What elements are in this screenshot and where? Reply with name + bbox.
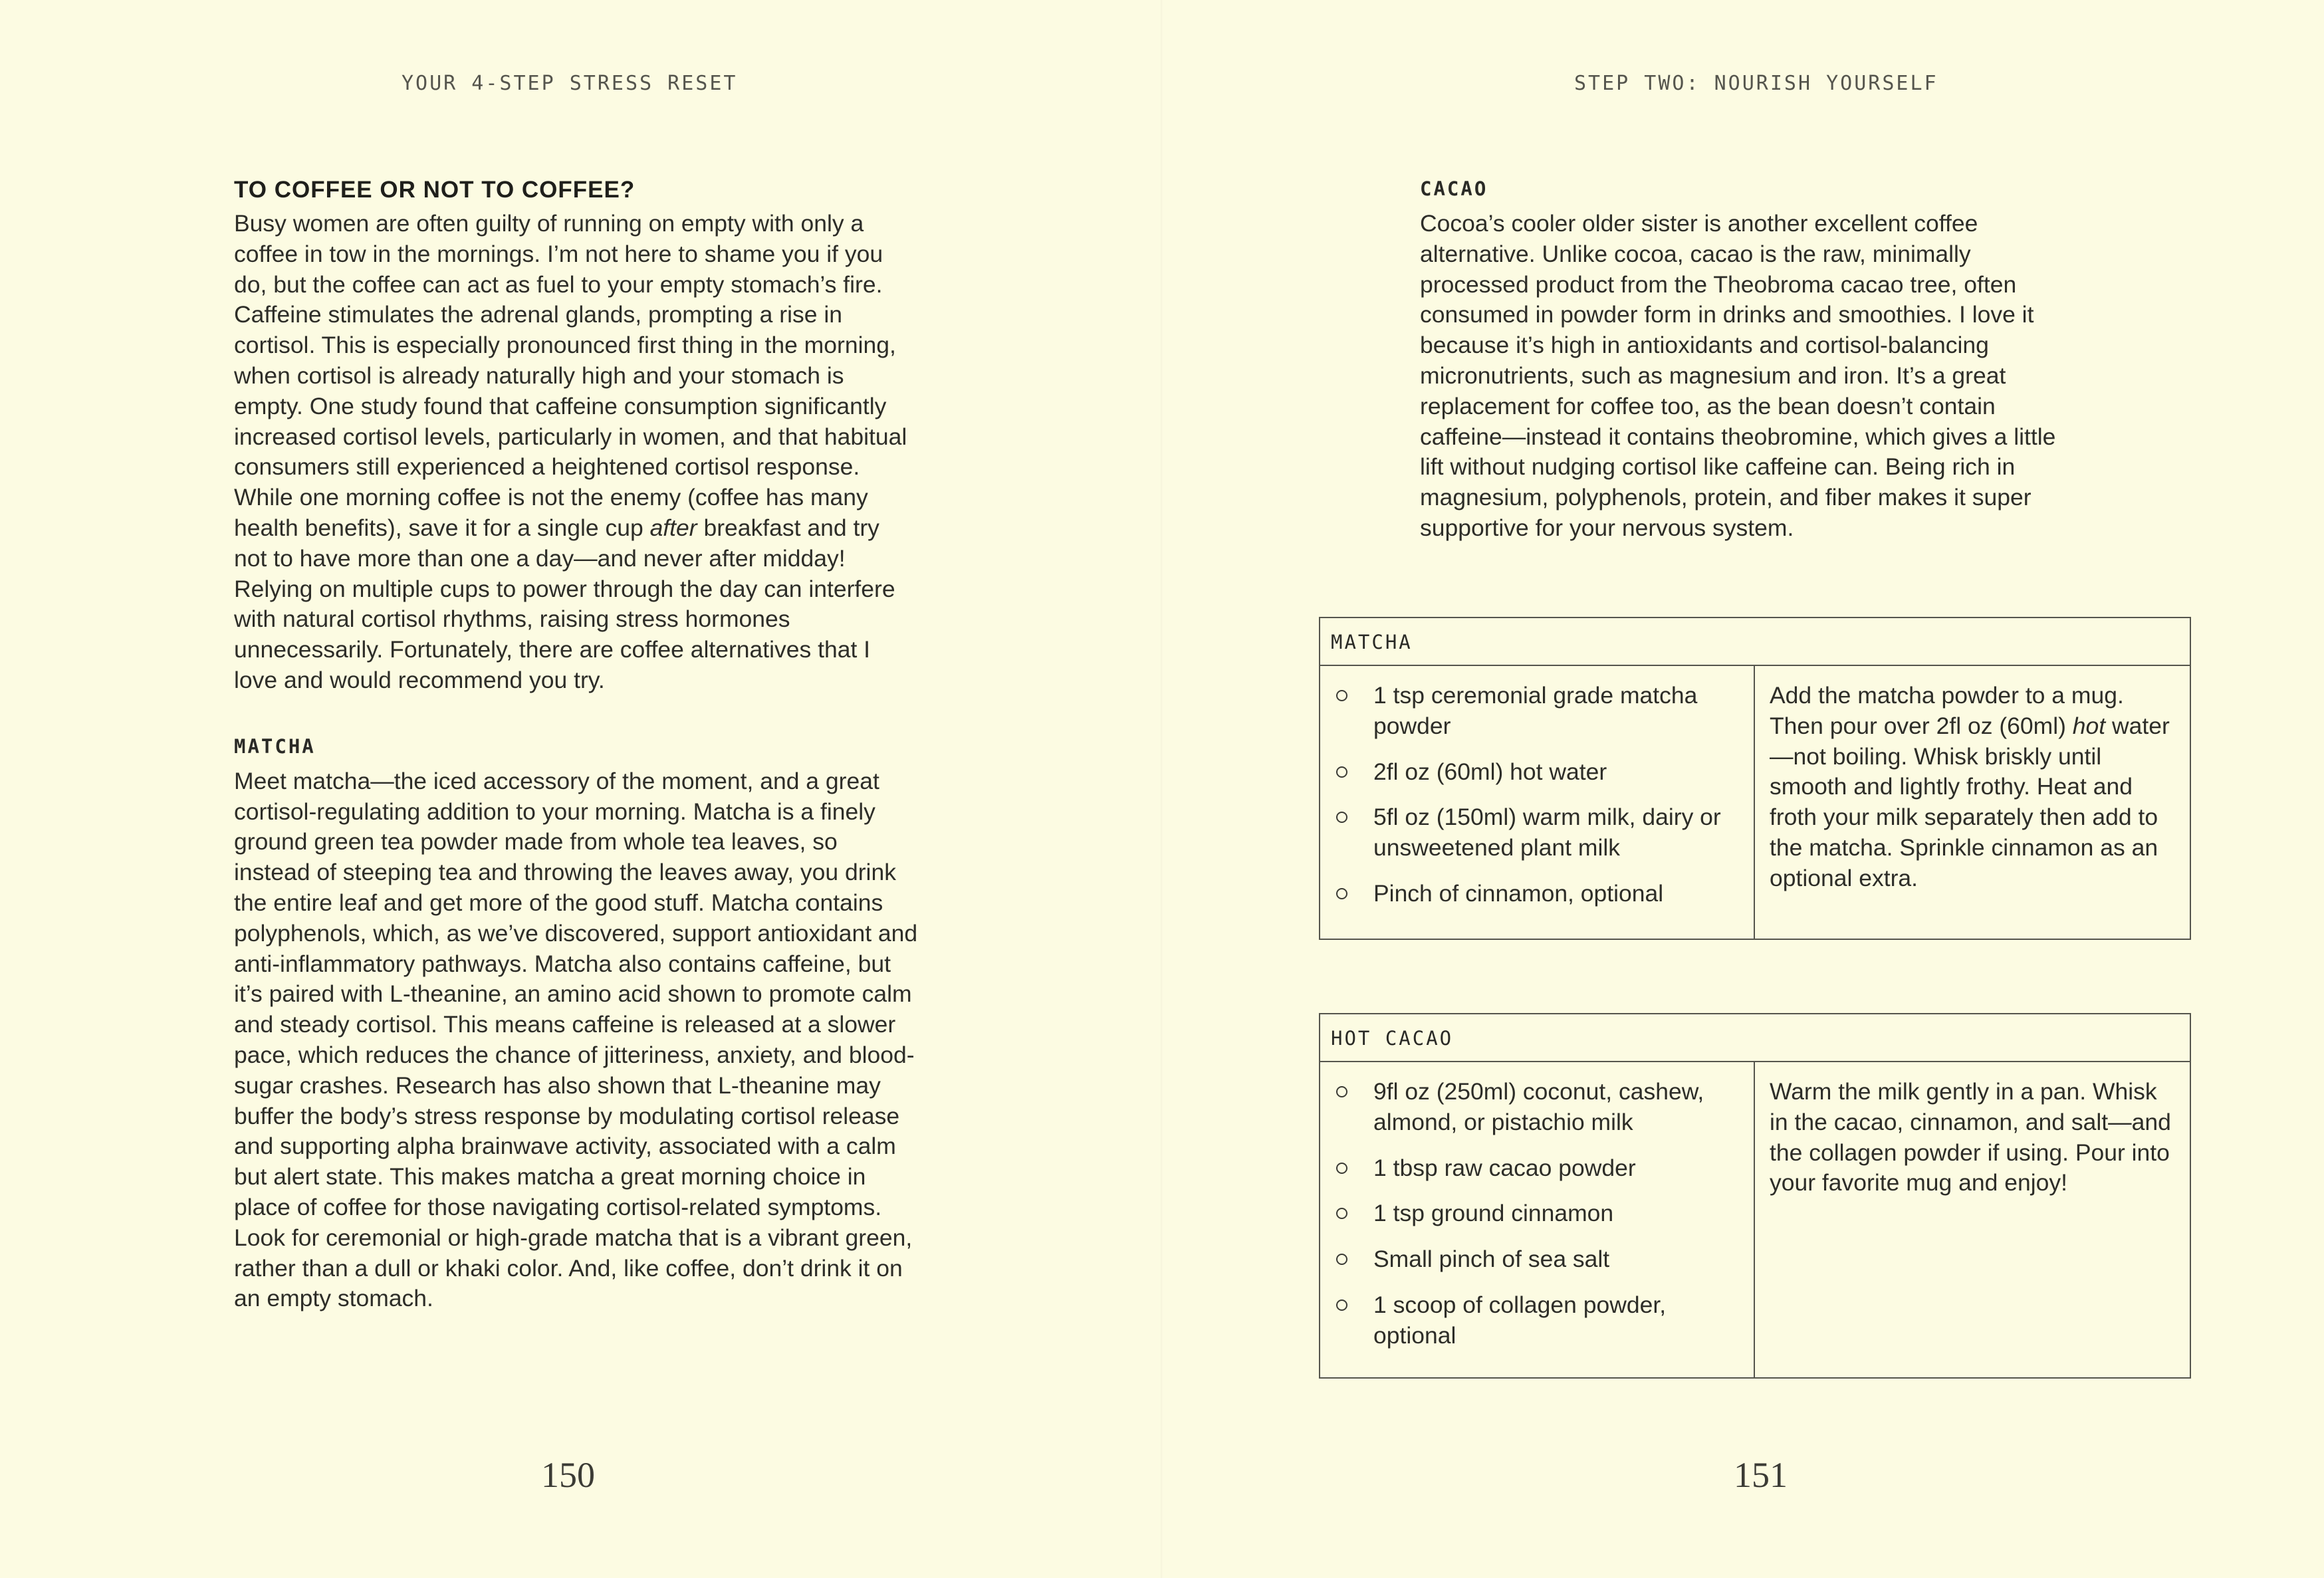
right-column: [1420, 174, 2058, 544]
bullet-circle-icon: [1334, 1077, 1373, 1138]
method-text-1: Add the matcha powder to a mug. Then pour over 2fl oz (60ml): [1770, 682, 2124, 739]
matcha-paragraph: Meet matcha—the iced accessory of the moment, and a great cortisol-regulating addition to your morning. Matcha is a finely ground green tea powder made from whole tea leaves, so instead of steeping tea and throwing the leaves away, you drink the entire leaf and get more of the good stuff. Matcha contains polyphenols, which, as we’ve discovered, support antioxidant and anti-inflammatory pathways. Matcha also contains caffeine, but it’s paired with L-theanine, an amino acid shown to promote calm and steady cortisol. This means caffeine is released at a slower pace, which reduces the chance of jitteriness, anxiety, and blood-sugar crashes. Research has also shown that L-theanine may buffer the body’s stress response by modulating cortisol release and supporting alpha brainwave activity, associated with a calm but alert state. This makes matcha a great morning choice in place of coffee for those navigating cortisol-related symptoms. Look for ceremonial or high-grade matcha that is a vibrant green, rather than a dull or khaki color. And, like coffee, don’t drink it on an empty stomach.: [234, 767, 918, 1312]
ingredient-list: [1320, 1062, 1755, 1377]
recipe-box-hot-cacao: [1319, 1013, 2191, 1379]
section-title: TO COFFEE OR NOT TO COFFEE?: [234, 177, 636, 203]
cacao-paragraph: Cocoa’s cooler older sister is another excellent coffee alternative. Unlike cocoa, cacao is the raw, minimally processed product from the Theobroma cacao tree, often consumed in powder form in drinks and smoothies. I love it because it’s high in antioxidants and cortisol-balancing micronutrients, such as magnesium and iron. It’s a great replacement for coffee too, as the bean doesn’t contain caffeine—instead it contains theobromine, which gives a little lift without nudging cortisol like caffeine can. Being rich in magnesium, polyphenols, protein, and fiber makes it super supportive for your nervous system.: [1420, 210, 2056, 541]
ingredient-item: [1334, 1153, 1747, 1184]
ingredient-list: [1320, 666, 1755, 939]
ingredient-item: [1334, 1290, 1747, 1351]
running-head-left: YOUR 4-STEP STRESS RESET: [402, 72, 738, 95]
ingredient-text: Pinch of cinnamon, optional: [1373, 879, 1664, 907]
ingredient-text: 9fl oz (250ml) coconut, cashew, almond, or pistachio milk: [1373, 1078, 1704, 1135]
intro-paragraph: [234, 209, 919, 696]
bullet-circle-icon: [1334, 1198, 1373, 1229]
recipe-title: HOT CACAO: [1320, 1014, 2190, 1062]
page-number-left: 150: [541, 1455, 595, 1495]
ingredient-item: [1334, 681, 1747, 742]
bullet-circle-icon: [1334, 1244, 1373, 1275]
ingredient-item: [1334, 879, 1747, 909]
recipe-box-matcha: [1319, 617, 2191, 940]
ingredient-text: 1 tbsp raw cacao powder: [1373, 1154, 1636, 1181]
bullet-circle-icon: [1334, 1153, 1373, 1184]
method-text-2: water—not boiling. Whisk briskly until smooth and lightly frothy. Heat and froth your milk separately then add to the matcha. Sprinkle cinnamon as an optional extra.: [1770, 712, 2170, 891]
recipe-body: [1320, 1062, 2190, 1377]
bullet-circle-icon: [1334, 879, 1373, 909]
ingredient-text: 5fl oz (150ml) warm milk, dairy or unsweetened plant milk: [1373, 804, 1721, 861]
intro-text-1: Busy women are often guilty of running on empty with only a coffee in tow in the mornings. I’m not here to shame you if you do, but the coffee can act as fuel to your empty stomach’s fire. Caffeine stimulates the adrenal glands, prompting a rise in cortisol. This is especially pronounced first thing in the morning, when cortisol is already naturally high and your stomach is empty. One study found that caffeine consumption significantly increased cortisol levels, particularly in women, and that habitual consumers still experienced a heightened cortisol response. While one morning coffee is not the enemy (coffee has many health benefits), save it for a single cup: [234, 210, 907, 541]
ingredient-text: 1 tsp ground cinnamon: [1373, 1200, 1614, 1227]
ingredient-text: 1 tsp ceremonial grade matcha powder: [1373, 682, 1698, 739]
bullet-circle-icon: [1334, 681, 1373, 742]
ingredient-item: [1334, 1244, 1747, 1275]
matcha-heading: MATCHA: [234, 734, 316, 758]
page-number-right: 151: [1734, 1455, 1788, 1495]
ingredient-text: 1 scoop of collagen powder, optional: [1373, 1291, 1667, 1349]
recipe-title: MATCHA: [1320, 618, 2190, 666]
ingredient-text: 2fl oz (60ml) hot water: [1373, 758, 1607, 785]
recipe-method: [1755, 666, 2190, 939]
running-head-right: STEP TWO: NOURISH YOURSELF: [1574, 72, 1938, 95]
intro-italic: after: [649, 514, 697, 541]
ingredient-item: [1334, 1198, 1747, 1229]
ingredient-item: [1334, 757, 1747, 788]
intro-text-2: breakfast and try not to have more than one a day—and never after midday! Relying on multiple cups to power through the day can interfere with natural cortisol rhythms, raising stress hormones unnecessarily. Fortunately, there are coffee alternatives that I love and would recommend you try.: [234, 514, 895, 693]
recipe-body: [1320, 666, 2190, 939]
ingredient-text: Small pinch of sea salt: [1373, 1246, 1610, 1273]
bullet-circle-icon: [1334, 802, 1373, 863]
recipe-method: Warm the milk gently in a pan. Whisk in the cacao, cinnamon, and salt—and the collagen powder if using. Pour into your favorite mug and enjoy!: [1770, 1078, 2171, 1196]
bullet-circle-icon: [1334, 757, 1373, 788]
cacao-heading: CACAO: [1420, 177, 1488, 200]
bullet-circle-icon: [1334, 1290, 1373, 1351]
method-italic: hot: [2072, 712, 2106, 739]
ingredient-item: [1334, 802, 1747, 863]
right-page: [1162, 0, 2324, 1578]
ingredient-item: [1334, 1077, 1747, 1138]
left-column: [234, 174, 919, 1314]
